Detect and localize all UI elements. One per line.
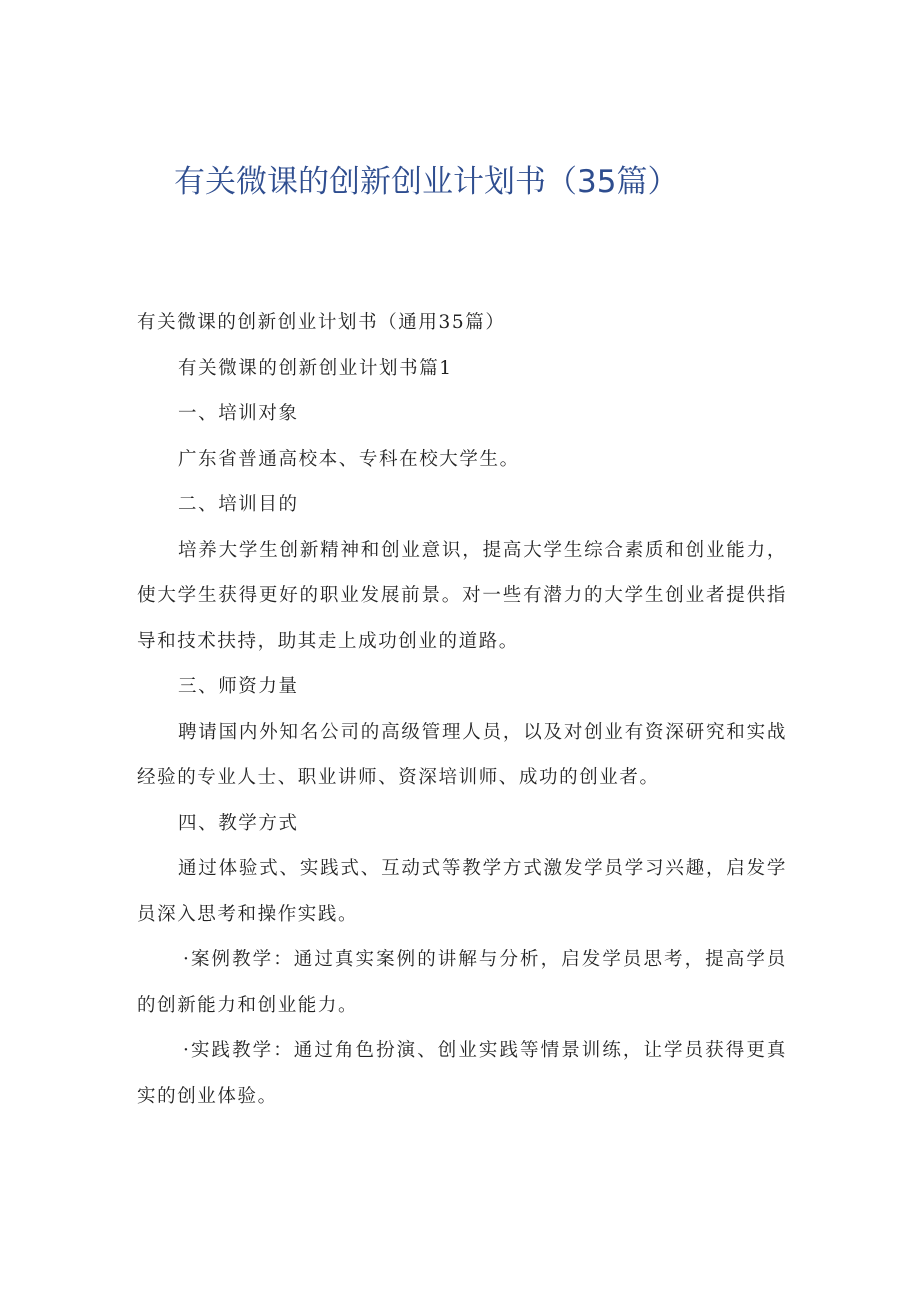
paragraph-faculty: 聘请国内外知名公司的高级管理人员，以及对创业有资深研究和实战经验的专业人士、职业讲师、资深培训师、成功的创业者。 bbox=[137, 721, 787, 788]
document-body bbox=[137, 300, 787, 1119]
heading-teaching-method: 四、教学方式 bbox=[178, 812, 299, 834]
document-title: 有关微课的创新创业计划书（35篇） bbox=[174, 164, 679, 200]
heading-training-target: 一、培训对象 bbox=[178, 403, 299, 424]
paragraph-training-purpose: 培养大学生创新精神和创业意识，提高大学生综合素质和创业能力，使大学生获得更好的职业发展前景。对一些有潜力的大学生创业者提供指导和技术扶持，助其走上成功创业的道路。 bbox=[137, 539, 787, 652]
heading-faculty: 三、师资力量 bbox=[178, 676, 299, 697]
section-heading: 有关微课的创新创业计划书篇1 bbox=[178, 357, 453, 379]
paragraph-teaching-method: 通过体验式、实践式、互动式等教学方式激发学员学习兴趣，启发学员深入思考和操作实践。 bbox=[137, 858, 787, 925]
document-subtitle: 有关微课的创新创业计划书（通用35篇） bbox=[137, 312, 506, 333]
bullet-practice-teaching: ·实践教学：通过角色扮演、创业实践等情景训练，让学员获得更真实的创业体验。 bbox=[137, 1040, 787, 1107]
paragraph-training-target: 广东省普通高校本、专科在校大学生。 bbox=[178, 448, 520, 470]
heading-training-purpose: 二、培训目的 bbox=[178, 494, 299, 515]
bullet-case-teaching: ·案例教学：通过真实案例的讲解与分析，启发学员思考，提高学员的创新能力和创业能力。 bbox=[137, 949, 787, 1016]
